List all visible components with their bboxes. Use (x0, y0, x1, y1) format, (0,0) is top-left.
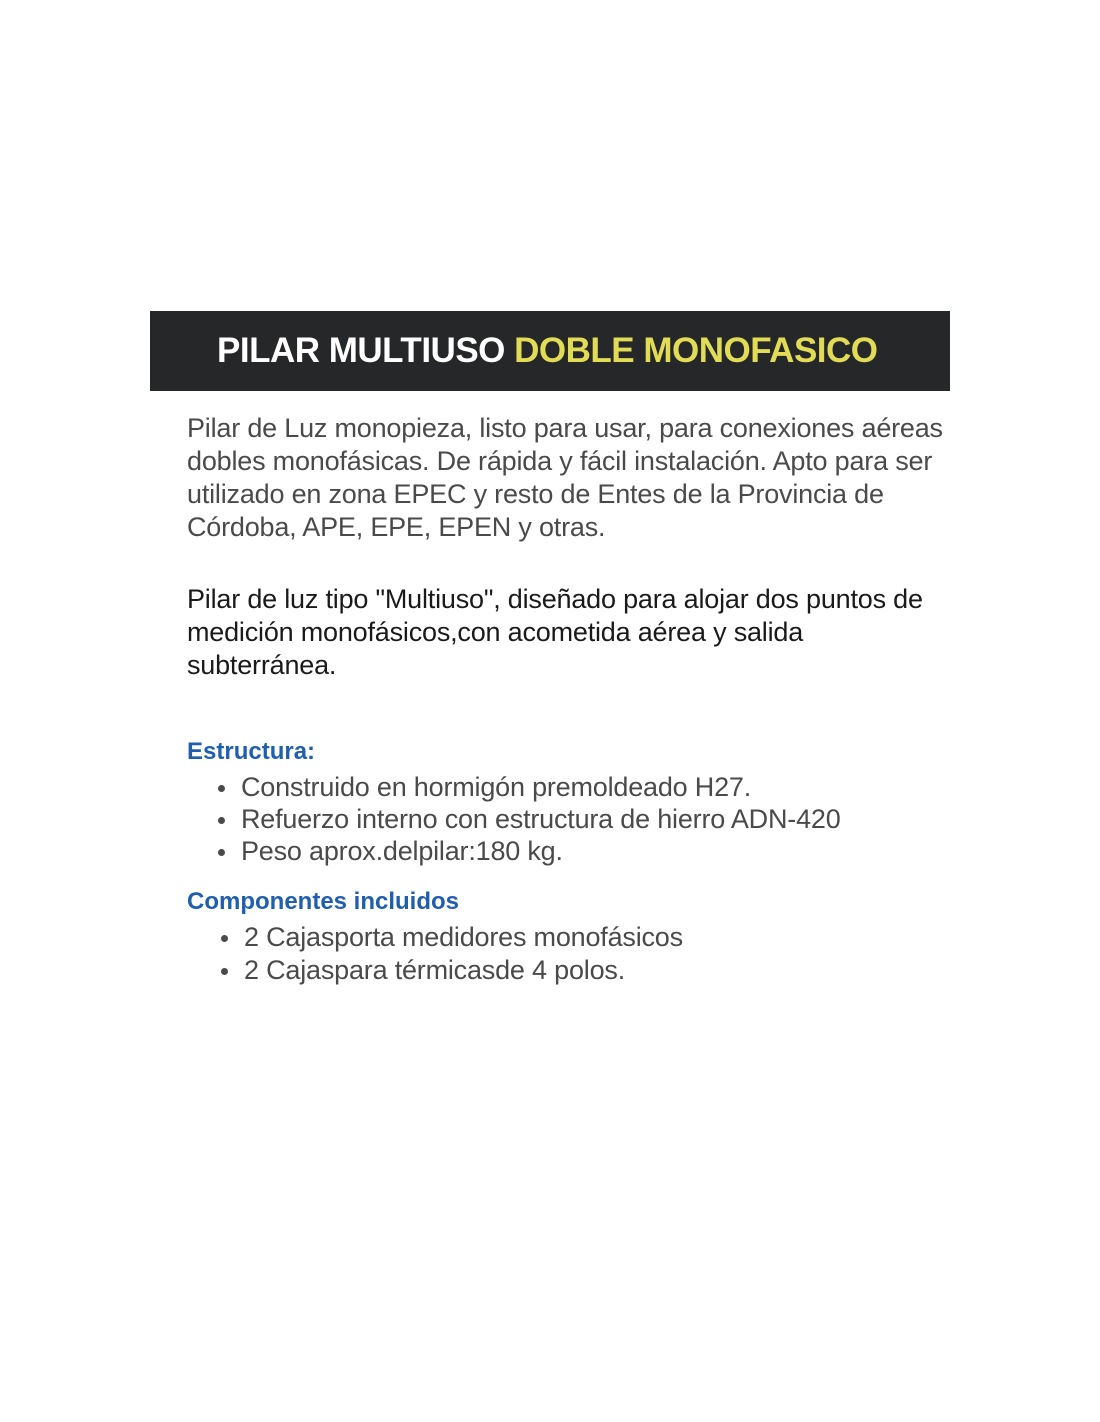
list-item-text: 2 Cajasporta medidores monofásicos (244, 922, 683, 952)
bullet-icon (221, 935, 228, 942)
list-item-text: 2 Cajaspara térmicasde 4 polos. (244, 955, 626, 985)
componentes-list (187, 921, 947, 987)
list-item (187, 921, 947, 954)
bullet-icon (221, 968, 228, 975)
bullet-icon (218, 785, 225, 792)
intro-paragraph-2: Pilar de luz tipo "Multiuso", diseñado para alojar dos puntos de medición monofásicos,con acometida aérea y salida subterránea. (187, 584, 923, 680)
estructura-heading: Estructura: (187, 738, 316, 765)
product-title-highlight: DOBLE MONOFASICO (514, 331, 878, 370)
product-description (187, 412, 947, 987)
list-item (187, 771, 947, 803)
list-item (187, 954, 947, 987)
title-banner (150, 311, 950, 391)
list-item (187, 803, 947, 835)
intro-paragraph-1: Pilar de Luz monopieza, listo para usar, para conexiones aéreas dobles monofásicas. De rápida y fácil instalación. Apto para ser utilizado en zona EPEC y resto de Entes de la Provincia de Córdoba, APE, EPE, EPEN y otras. (187, 413, 943, 542)
product-title (217, 331, 878, 371)
estructura-list (187, 771, 947, 867)
bullet-icon (218, 817, 225, 824)
list-item-text: Construido en hormigón premoldeado H27. (241, 772, 752, 802)
product-title-main: PILAR MULTIUSO (217, 331, 505, 370)
componentes-heading: Componentes incluidos (187, 888, 460, 915)
list-item-text: Refuerzo interno con estructura de hierro ADN-420 (241, 804, 841, 834)
bullet-icon (218, 849, 225, 856)
list-item-text: Peso aprox.delpilar:180 kg. (241, 836, 563, 866)
list-item (187, 835, 947, 867)
